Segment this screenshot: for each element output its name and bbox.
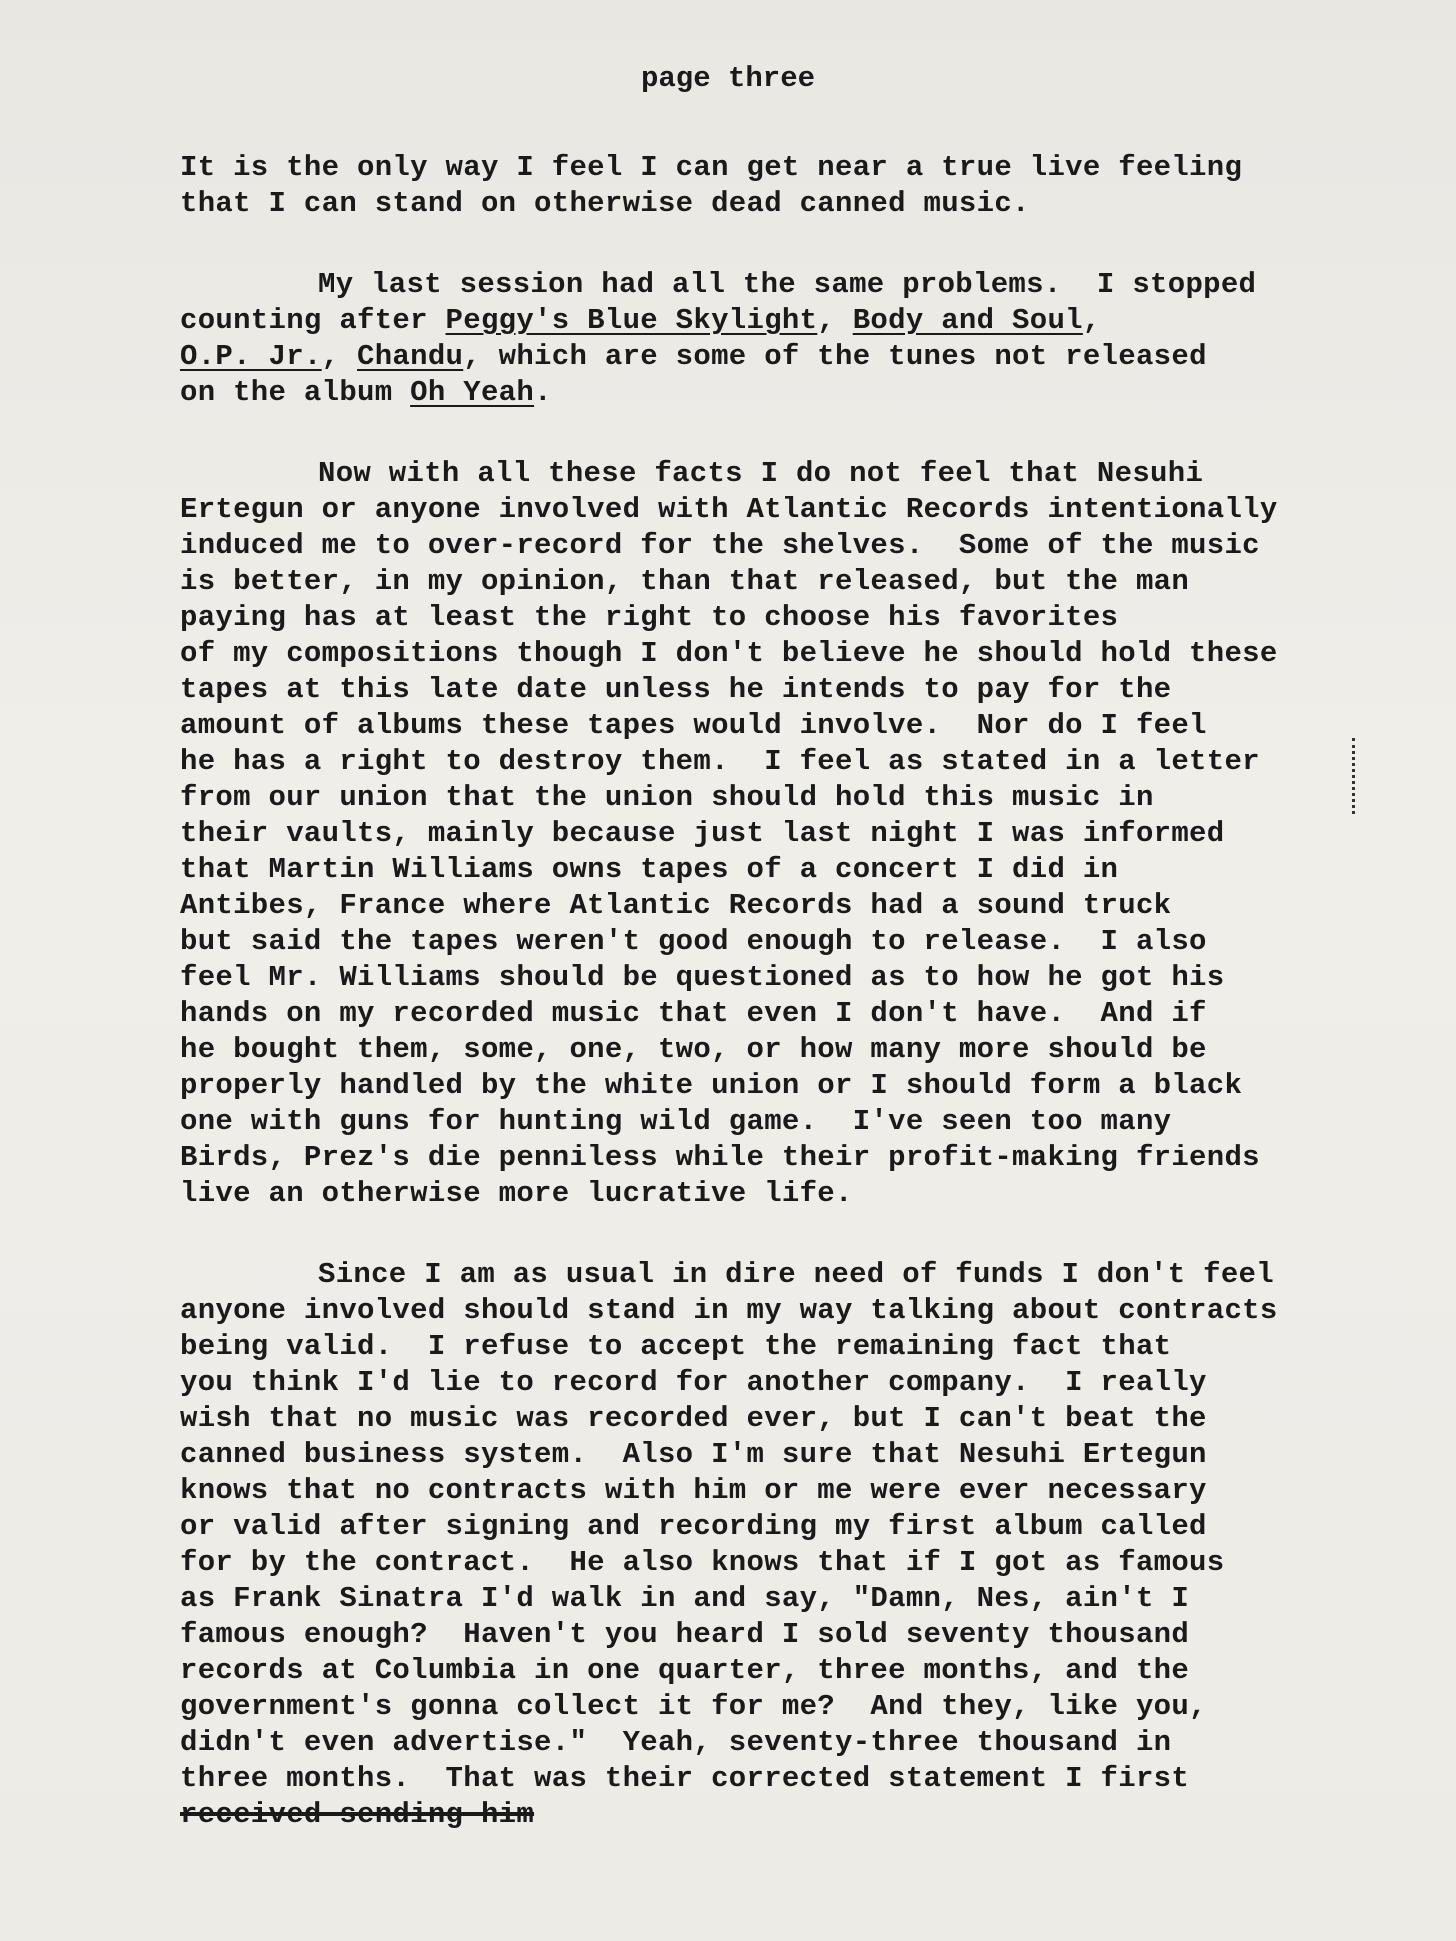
text-line: Antibes, France where Atlantic Records had a sound truck [180,889,1172,922]
paragraph-2 [180,267,1380,411]
text-line: hands on my recorded music that even I don't have. And if [180,997,1207,1030]
text-line: Since I am as usual in dire need of funds I don't feel [318,1258,1274,1291]
text-line: feel Mr. Williams should be questioned as to how he got his [180,961,1225,994]
text-line: or valid after signing and recording my first album called [180,1510,1207,1543]
text-line: of my compositions though I don't believe he should hold these [180,637,1278,670]
text-line: that I can stand on otherwise dead canned music. [180,187,1030,220]
text-line: records at Columbia in one quarter, three months, and the [180,1654,1190,1687]
paragraph-3 [180,456,1380,1212]
text-line: Birds, Prez's die penniless while their profit-making friends [180,1141,1260,1174]
text-line: he has a right to destroy them. I feel as stated in a letter [180,745,1260,778]
text-line: wish that no music was recorded ever, but I can't beat the [180,1402,1207,1435]
text-line: three months. That was their corrected statement I first [180,1762,1190,1795]
paragraph-4 [180,1257,1380,1797]
struck-through-line: received sending him [180,1798,535,1831]
text-line: but said the tapes weren't good enough to release. I also [180,925,1207,958]
text-line: government's gonna collect it for me? And they, like you, [180,1690,1207,1723]
text-line: being valid. I refuse to accept the remaining fact that [180,1330,1172,1363]
text-line: tapes at this late date unless he intends to pay for the [180,673,1172,706]
song-title: O.P. Jr. [180,340,322,373]
text-line: induced me to over-record for the shelves. Some of the music [180,529,1260,562]
text-line: he bought them, some, one, two, or how many more should be [180,1033,1207,1066]
text-line: live an otherwise more lucrative life. [180,1177,853,1210]
paragraph-1 [180,150,1380,222]
text-line: for by the contract. He also knows that if I got as famous [180,1546,1225,1579]
text-line: one with guns for hunting wild game. I've seen too many [180,1105,1172,1138]
text-line-with-titles: O.P. Jr., Chandu, which are some of the tunes not released [180,340,1207,373]
text-line: canned business system. Also I'm sure that Nesuhi Ertegun [180,1438,1207,1471]
song-title: Body and Soul [852,304,1083,337]
album-title: Oh Yeah [410,376,535,409]
letter-body [180,150,1380,1833]
text-line: It is the only way I feel I can get near a true live feeling [180,151,1243,184]
text-line: as Frank Sinatra I'd walk in and say, "Damn, Nes, ain't I [180,1582,1190,1615]
page-number: page three [640,62,816,95]
text-line: you think I'd lie to record for another company. I really [180,1366,1207,1399]
song-title: Peggy's Blue Skylight [445,304,818,337]
text-line: amount of albums these tapes would involve. Nor do I feel [180,709,1207,742]
text-line: is better, in my opinion, than that released, but the man [180,565,1190,598]
text-line: Ertegun or anyone involved with Atlantic Records intentionally [180,493,1278,526]
text-line: didn't even advertise." Yeah, seventy-three thousand in [180,1726,1172,1759]
margin-mark [1352,738,1358,814]
text-line: paying has at least the right to choose his favorites [180,601,1119,634]
text-line: their vaults, mainly because just last night I was informed [180,817,1225,850]
text-line: that Martin Williams owns tapes of a concert I did in [180,853,1119,886]
text-line: famous enough? Haven't you heard I sold seventy thousand [180,1618,1190,1651]
text-line: from our union that the union should hold this music in [180,781,1154,814]
text-line: knows that no contracts with him or me were ever necessary [180,1474,1207,1507]
song-title: Chandu [357,340,464,373]
text-line: anyone involved should stand in my way talking about contracts [180,1294,1278,1327]
text-line-with-titles: on the album Oh Yeah. [180,376,552,409]
text-line: Now with all these facts I do not feel that Nesuhi [318,457,1204,490]
text-line-with-titles: counting after Peggy's Blue Skylight, Body and Soul, [180,304,1101,337]
text-line: properly handled by the white union or I should form a black [180,1069,1243,1102]
text-line: My last session had all the same problems. I stopped [318,268,1257,301]
